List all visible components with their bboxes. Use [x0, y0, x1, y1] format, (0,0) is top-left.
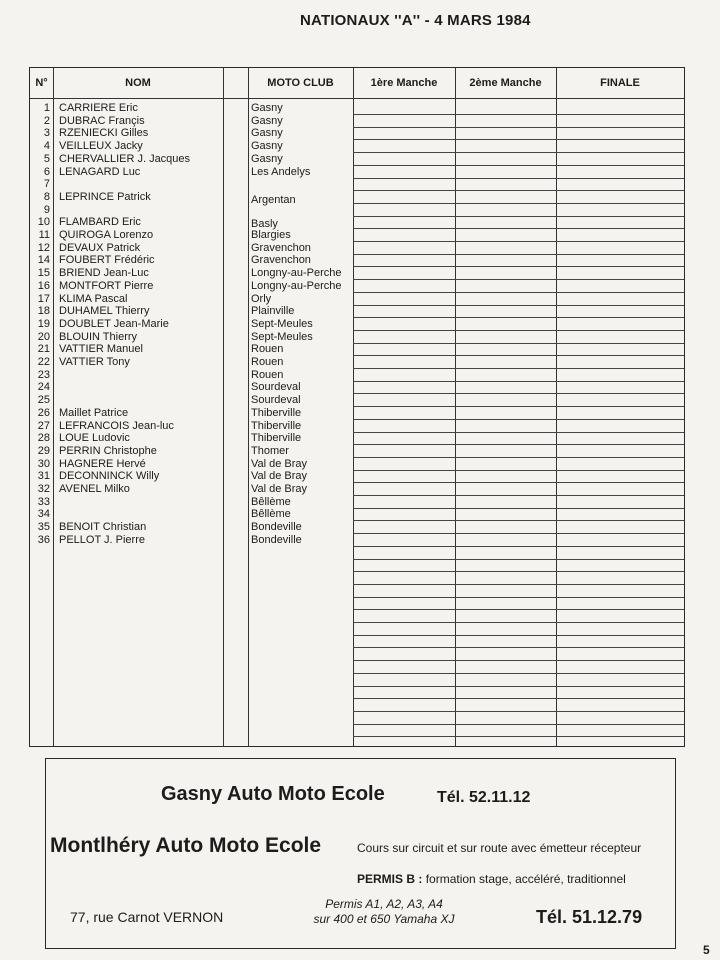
- rider-number: 1: [43, 102, 50, 114]
- rider-club: Sept-Meules: [251, 317, 313, 330]
- rider-club: Gasny: [251, 127, 283, 140]
- rider-number: 14: [37, 254, 50, 267]
- rider-number: 30: [37, 457, 50, 470]
- rider-number: 2: [43, 114, 50, 127]
- rider-name: BLOUIN Thierry: [59, 330, 138, 343]
- ad-school-montlhery: Montlhéry Auto Moto Ecole: [50, 834, 322, 857]
- score-rule: [353, 597, 684, 598]
- table-row: [30, 420, 353, 433]
- rider-number: 10: [37, 216, 50, 229]
- rider-club: Val de Bray: [251, 470, 308, 483]
- rider-club: Gasny: [251, 140, 283, 153]
- rider-name: AVENEL Milko: [59, 483, 130, 495]
- rider-name: DECONNINCK Willy: [59, 470, 160, 483]
- rider-club: Val de Bray: [251, 457, 308, 470]
- table-row: [30, 204, 353, 217]
- table-row: [30, 331, 353, 344]
- rider-number: 16: [37, 279, 50, 292]
- rider-name: BENOIT Christian: [59, 521, 147, 534]
- rider-club: Rouen: [251, 343, 284, 356]
- score-rule: [353, 660, 684, 661]
- score-rule: [353, 724, 684, 725]
- table-row: [30, 293, 353, 306]
- score-rule: [353, 228, 684, 229]
- rider-club: Basly: [251, 218, 278, 231]
- score-rule: [353, 457, 684, 458]
- rider-club: Gasny: [251, 152, 283, 165]
- rider-club: Thiberville: [251, 406, 302, 419]
- rider-club: Orly: [251, 292, 272, 305]
- rider-number: 33: [37, 495, 50, 508]
- score-rule: [353, 571, 684, 572]
- ad-phone-gasny: Tél. 52.11.12: [437, 789, 531, 806]
- permis-b-label: PERMIS B :: [357, 872, 423, 886]
- rider-name: FOUBERT Frédéric: [59, 254, 155, 267]
- score-rule: [353, 508, 684, 509]
- header-num: N°: [35, 77, 48, 89]
- ad-school-gasny: Gasny Auto Moto Ecole: [161, 783, 385, 805]
- score-rule: [353, 406, 684, 407]
- ad-phone-vernon: Tél. 51.12.79: [536, 907, 643, 927]
- rider-club: Gasny: [251, 114, 283, 127]
- page-title: NATIONAUX ''A'' - 4 MARS 1984: [300, 12, 531, 29]
- score-rule: [353, 546, 684, 547]
- score-rule: [353, 114, 684, 115]
- rider-club: Thiberville: [251, 432, 302, 445]
- rider-name: Maillet Patrice: [59, 406, 129, 419]
- table-row: [30, 432, 353, 445]
- table-row: [30, 267, 353, 280]
- score-rule: [353, 165, 684, 166]
- rider-number: 36: [37, 533, 50, 546]
- table-row: [30, 508, 353, 521]
- rider-club: Thomer: [251, 444, 289, 457]
- ad-permis-a: [304, 897, 464, 927]
- rider-name: DUBRAC Françis: [59, 114, 145, 127]
- rider-club: Plainville: [251, 305, 295, 318]
- rider-number: 21: [37, 343, 50, 356]
- table-row: [30, 254, 353, 267]
- rider-number: 15: [37, 267, 50, 280]
- rider-club: Les Andelys: [251, 165, 311, 178]
- score-rule: [353, 609, 684, 610]
- rider-number: 34: [37, 508, 50, 521]
- table-row: [30, 521, 353, 534]
- rider-name: LEPRINCE Patrick: [59, 190, 151, 203]
- table-row: [30, 102, 353, 115]
- rider-club: Longny-au-Perche: [251, 279, 342, 292]
- rider-number: 4: [43, 140, 50, 153]
- header-divider: [30, 98, 684, 99]
- score-rule: [353, 520, 684, 521]
- rider-club: Argentan: [251, 193, 296, 206]
- rider-number: 23: [37, 368, 50, 381]
- header-manche-1: 1ère Manche: [370, 77, 438, 89]
- table-row: [30, 305, 353, 318]
- rider-club: Sourdeval: [251, 394, 301, 407]
- rider-club: Gravenchon: [251, 254, 311, 267]
- ad-address: 77, rue Carnot VERNON: [70, 909, 224, 925]
- table-row: [30, 534, 353, 547]
- score-rule: [353, 482, 684, 483]
- score-rule: [353, 368, 684, 369]
- rider-name: KLIMA Pascal: [59, 292, 128, 305]
- score-rule: [353, 343, 684, 344]
- header-club: MOTO CLUB: [267, 77, 334, 89]
- rider-name: BRIEND Jean-Luc: [59, 267, 149, 280]
- table-row: [30, 140, 353, 153]
- table-row: [30, 445, 353, 458]
- rider-number: 12: [37, 241, 50, 254]
- rider-name: HAGNERE Hervé: [59, 457, 146, 470]
- table-row: [30, 407, 353, 420]
- score-rule: [353, 178, 684, 179]
- score-rule: [353, 279, 684, 280]
- score-rule: [353, 635, 684, 636]
- rider-name: LOUE Ludovic: [59, 432, 130, 445]
- score-rule: [353, 190, 684, 191]
- score-rule: [353, 698, 684, 699]
- rider-name: PELLOT J. Pierre: [59, 533, 145, 546]
- rider-number: 31: [37, 470, 50, 483]
- rider-name: DOUBLET Jean-Marie: [59, 317, 169, 330]
- rider-club: Gravenchon: [251, 241, 311, 254]
- rider-club: Bondeville: [251, 521, 302, 534]
- rider-number: 26: [37, 406, 50, 419]
- rider-name: MONTFORT Pierre: [59, 279, 154, 292]
- table-row: [30, 280, 353, 293]
- page-number: 5: [703, 943, 710, 957]
- rider-number: 11: [38, 229, 50, 241]
- rider-club: Rouen: [251, 356, 284, 368]
- rider-number: 35: [37, 521, 50, 534]
- results-table: [29, 67, 685, 747]
- table-row: [30, 483, 353, 496]
- permis-b-text: formation stage, accéléré, traditionnel: [425, 872, 626, 886]
- score-rule: [353, 355, 684, 356]
- rider-club: Sept-Meules: [251, 330, 313, 343]
- table-row: [30, 127, 353, 140]
- table-row: [30, 356, 353, 369]
- header-finale: FINALE: [600, 77, 640, 89]
- rider-club: Thiberville: [251, 419, 302, 432]
- rider-name: VATTIER Tony: [59, 356, 130, 368]
- rider-number: 25: [37, 394, 50, 407]
- table-row: [30, 470, 353, 483]
- rider-number: 32: [37, 483, 50, 495]
- score-rule: [353, 152, 684, 153]
- score-rule: [353, 495, 684, 496]
- rider-club: Bêllème: [251, 495, 291, 508]
- rider-club: Val de Bray: [251, 483, 308, 495]
- score-rule: [353, 241, 684, 242]
- rider-number: 29: [37, 444, 50, 457]
- score-rule: [353, 559, 684, 560]
- score-rule: [353, 139, 684, 140]
- rider-number: 8: [43, 190, 50, 203]
- rider-name: LEFRANCOIS Jean-luc: [59, 419, 174, 432]
- ad-permis-b: [357, 872, 626, 886]
- rider-name: VATTIER Manuel: [59, 343, 143, 356]
- rider-number: 18: [37, 305, 50, 318]
- score-rule: [353, 203, 684, 204]
- rider-name: FLAMBARD Eric: [59, 216, 141, 229]
- score-rule: [353, 266, 684, 267]
- header-nom: NOM: [125, 77, 151, 89]
- rider-number: 17: [37, 292, 50, 305]
- score-rule: [353, 711, 684, 712]
- ad-course-note: Cours sur circuit et sur route avec émetteur récepteur: [357, 841, 642, 855]
- table-row: [30, 369, 353, 382]
- score-rule: [353, 736, 684, 737]
- table-row: [30, 115, 353, 128]
- rider-name: DEVAUX Patrick: [59, 241, 141, 254]
- score-rule: [353, 470, 684, 471]
- table-row: [30, 229, 353, 242]
- rider-number: 27: [37, 419, 50, 432]
- table-row: [30, 318, 353, 331]
- score-rule: [353, 432, 684, 433]
- rider-name: QUIROGA Lorenzo: [59, 229, 154, 241]
- rider-name: LENAGARD Luc: [59, 165, 141, 178]
- rider-name: PERRIN Christophe: [59, 444, 157, 457]
- score-rule: [353, 686, 684, 687]
- rider-club: Rouen: [251, 368, 284, 381]
- rider-number: 22: [37, 356, 50, 368]
- score-rule: [353, 317, 684, 318]
- score-rule: [353, 216, 684, 217]
- table-row: [30, 381, 353, 394]
- rider-number: 3: [43, 127, 50, 140]
- rider-name: CHERVALLIER J. Jacques: [59, 152, 191, 165]
- table-row: [30, 343, 353, 356]
- score-rule: [353, 533, 684, 534]
- table-row: [30, 191, 353, 204]
- table-row: [30, 496, 353, 509]
- score-rule: [353, 444, 684, 445]
- score-rule: [353, 127, 684, 128]
- permis-a-line-1: Permis A1, A2, A3, A4: [325, 897, 443, 911]
- score-rule: [353, 393, 684, 394]
- rider-number: 6: [43, 165, 50, 178]
- table-row: [30, 458, 353, 471]
- rider-number: 24: [37, 381, 50, 394]
- score-rule: [353, 584, 684, 585]
- score-rule: [353, 330, 684, 331]
- table-row: [30, 242, 353, 255]
- score-rule: [353, 622, 684, 623]
- rider-club: Blargies: [251, 229, 291, 241]
- table-row: [30, 166, 353, 179]
- rider-number: 28: [37, 432, 50, 445]
- rider-name: RZENIECKI Gilles: [59, 127, 149, 140]
- advertisement: [45, 758, 676, 949]
- rider-number: 19: [37, 317, 50, 330]
- rider-club: Bondeville: [251, 533, 302, 546]
- rider-club: Longny-au-Perche: [251, 267, 342, 280]
- score-rule: [353, 419, 684, 420]
- table-row: [30, 394, 353, 407]
- rider-name: VEILLEUX Jacky: [59, 140, 143, 153]
- score-rule: [353, 647, 684, 648]
- rider-number: 9: [43, 203, 50, 216]
- table-row: [30, 216, 353, 229]
- table-row: [30, 153, 353, 166]
- rider-name: CARRIERE Eric: [59, 102, 138, 114]
- rider-club: Gasny: [251, 102, 283, 114]
- header-manche-2: 2ème Manche: [469, 77, 542, 89]
- rider-name: DUHAMEL Thierry: [59, 305, 150, 318]
- table-row: [30, 178, 353, 191]
- rider-number: 7: [43, 178, 50, 191]
- rider-club: Bêllème: [251, 508, 291, 521]
- rider-number: 20: [37, 330, 50, 343]
- score-rule: [353, 292, 684, 293]
- rider-club: Sourdeval: [251, 381, 301, 394]
- score-rule: [353, 673, 684, 674]
- permis-a-line-2: sur 400 et 650 Yamaha XJ: [313, 912, 455, 926]
- rider-number: 5: [43, 152, 50, 165]
- score-rule: [353, 305, 684, 306]
- score-rule: [353, 254, 684, 255]
- score-rule: [353, 381, 684, 382]
